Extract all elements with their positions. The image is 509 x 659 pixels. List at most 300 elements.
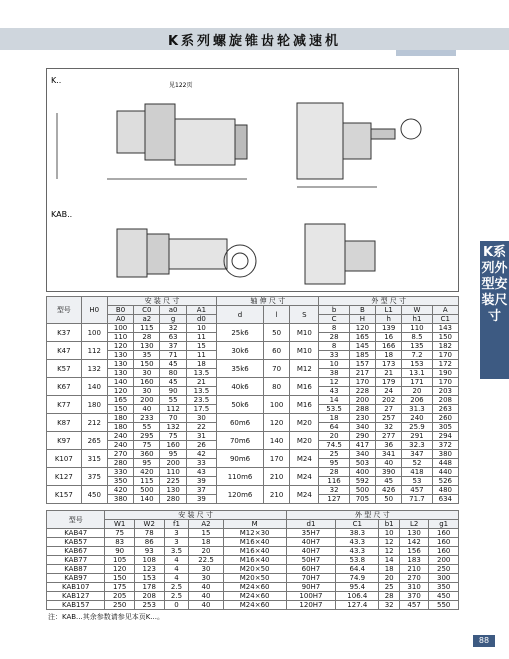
column-header: W2 <box>134 520 164 529</box>
install-cell: 420 <box>107 486 133 495</box>
value-cell: 105 <box>105 556 135 565</box>
h0-cell: 180 <box>81 396 107 414</box>
value-cell: 370 <box>399 592 429 601</box>
outline-cell: 257 <box>376 414 402 423</box>
outline-cell: 36 <box>376 441 402 450</box>
outline-cell: 165 <box>349 333 375 342</box>
outline-cell: 288 <box>349 405 375 414</box>
shaft-s-cell: M16 <box>290 396 319 414</box>
outline-cell: 28 <box>319 468 349 477</box>
outline-cell: 263 <box>432 405 458 414</box>
value-cell: 75 <box>105 529 135 538</box>
value-cell: 83 <box>105 538 135 547</box>
outline-cell: 290 <box>349 432 375 441</box>
value-cell: 18 <box>379 565 399 574</box>
model-cell: K157 <box>47 486 82 504</box>
model-cell: KAB127 <box>47 592 105 601</box>
value-cell: 20 <box>379 574 399 583</box>
install-cell: 40 <box>134 405 160 414</box>
table1-group-install: 安 装 尺 寸 <box>107 297 216 306</box>
outline-cell: 457 <box>402 486 432 495</box>
outline-cell: 173 <box>376 360 402 369</box>
value-cell: M24×60 <box>223 592 286 601</box>
outline-cell: 380 <box>432 450 458 459</box>
install-cell: 55 <box>134 423 160 432</box>
outline-cell: 145 <box>349 342 375 351</box>
outline-cell: 208 <box>432 396 458 405</box>
outline-cell: 45 <box>376 477 402 486</box>
outline-cell: 7.2 <box>402 351 432 360</box>
h0-cell: 140 <box>81 378 107 396</box>
install-cell: 165 <box>107 396 133 405</box>
shaft-s-cell: M24 <box>290 450 319 468</box>
model-cell: K37 <box>47 324 82 342</box>
install-cell: 45 <box>160 360 186 369</box>
outline-cell: 190 <box>432 369 458 378</box>
outline-cell: 50 <box>376 495 402 504</box>
page-number: 88 <box>473 635 495 647</box>
outline-cell: 25 <box>319 450 349 459</box>
install-cell: 130 <box>107 369 133 378</box>
install-cell: 39 <box>186 495 216 504</box>
sub-header: C1 <box>432 315 458 324</box>
value-cell: 253 <box>134 601 164 610</box>
outline-cell: 217 <box>349 369 375 378</box>
shaft-d-cell: 120m6 <box>217 486 264 504</box>
install-cell: 15 <box>186 342 216 351</box>
outline-cell: 202 <box>376 396 402 405</box>
model-cell: KAB107 <box>47 583 105 592</box>
value-cell: 450 <box>429 592 459 601</box>
outline-cell: 390 <box>376 468 402 477</box>
outline-cell: 32.3 <box>402 441 432 450</box>
install-cell: 280 <box>107 459 133 468</box>
value-cell: 43.3 <box>336 547 379 556</box>
outline-cell: 172 <box>432 360 458 369</box>
value-cell: M24×60 <box>223 601 286 610</box>
outline-cell: 417 <box>349 441 375 450</box>
model-cell: K97 <box>47 432 82 450</box>
table-row <box>47 574 459 583</box>
model-cell: K87 <box>47 414 82 432</box>
outline-cell: 12 <box>319 378 349 387</box>
install-cell: 30 <box>186 414 216 423</box>
shaft-d-cell: 30k6 <box>217 342 264 360</box>
value-cell: M20×50 <box>223 574 286 583</box>
model-cell: KAB57 <box>47 538 105 547</box>
table-row <box>47 547 459 556</box>
h0-cell: 212 <box>81 414 107 432</box>
sub-header: h <box>376 315 402 324</box>
shaft-d-cell: 35k6 <box>217 360 264 378</box>
sub-header: a0 <box>160 306 186 315</box>
shaft-d-cell: 110m6 <box>217 468 264 486</box>
sub-header: S <box>290 306 319 324</box>
value-cell: 53.8 <box>336 556 379 565</box>
value-cell: 4 <box>164 574 189 583</box>
outline-cell: 157 <box>349 360 375 369</box>
install-cell: 280 <box>160 495 186 504</box>
install-cell: 140 <box>107 378 133 387</box>
install-cell: 18 <box>186 360 216 369</box>
outline-cell: 372 <box>432 441 458 450</box>
table-row <box>47 378 459 387</box>
install-cell: 115 <box>134 324 160 333</box>
outline-cell: 341 <box>376 450 402 459</box>
install-cell: 120 <box>107 342 133 351</box>
outline-cell: 74.5 <box>319 441 349 450</box>
install-cell: 130 <box>107 351 133 360</box>
install-cell: 75 <box>160 432 186 441</box>
column-header: f1 <box>164 520 189 529</box>
outline-cell: 135 <box>402 342 432 351</box>
table-row <box>47 556 459 565</box>
outline-cell: 340 <box>349 423 375 432</box>
outline-cell: 294 <box>432 432 458 441</box>
outline-cell: 143 <box>432 324 458 333</box>
model-cell: KAB67 <box>47 547 105 556</box>
outline-cell: 705 <box>349 495 375 504</box>
value-cell: 120 <box>105 565 135 574</box>
model-cell: K57 <box>47 360 82 378</box>
install-cell: 160 <box>160 441 186 450</box>
install-cell: 180 <box>107 423 133 432</box>
sub-header: A1 <box>186 306 216 315</box>
install-cell: 240 <box>107 432 133 441</box>
install-cell: 120 <box>107 387 133 396</box>
value-cell: 457 <box>399 601 429 610</box>
install-cell: 150 <box>134 360 160 369</box>
outline-cell: 64 <box>319 423 349 432</box>
table-row <box>47 538 459 547</box>
drawing-svg <box>47 69 458 291</box>
column-header: g1 <box>429 520 459 529</box>
outline-cell: 21 <box>376 369 402 378</box>
value-cell: 4 <box>164 565 189 574</box>
value-cell: 93 <box>134 547 164 556</box>
column-header: b1 <box>379 520 399 529</box>
value-cell: 160 <box>429 538 459 547</box>
outline-cell: 33 <box>319 351 349 360</box>
shaft-l-cell: 140 <box>263 432 289 450</box>
shaft-l-cell: 210 <box>263 468 289 486</box>
value-cell: 210 <box>399 565 429 574</box>
install-cell: 112 <box>160 405 186 414</box>
install-cell: 115 <box>134 477 160 486</box>
outline-cell: 53.5 <box>319 405 349 414</box>
outline-cell: 291 <box>402 432 432 441</box>
value-cell: M20×50 <box>223 565 286 574</box>
outline-cell: 38 <box>319 369 349 378</box>
outline-cell: 400 <box>349 468 375 477</box>
shaft-s-cell: M16 <box>290 378 319 396</box>
column-header: W1 <box>105 520 135 529</box>
value-cell: 160 <box>429 529 459 538</box>
shaft-l-cell: 80 <box>263 378 289 396</box>
table2-group-install: 安 装 尺 寸 <box>105 511 286 520</box>
shaft-l-cell: 100 <box>263 396 289 414</box>
value-cell: 310 <box>399 583 429 592</box>
outline-cell: 139 <box>376 324 402 333</box>
install-cell: 13.5 <box>186 369 216 378</box>
title-banner <box>0 28 509 50</box>
table-row <box>47 601 459 610</box>
value-cell: 153 <box>134 574 164 583</box>
install-cell: 130 <box>107 360 133 369</box>
table2-header-row <box>47 520 459 529</box>
value-cell: 32 <box>379 601 399 610</box>
model-cell: KAB87 <box>47 565 105 574</box>
model-cell: K47 <box>47 342 82 360</box>
table-row <box>47 565 459 574</box>
install-cell: 360 <box>134 450 160 459</box>
install-cell: 240 <box>107 441 133 450</box>
value-cell: 3 <box>164 538 189 547</box>
install-cell: 110 <box>107 333 133 342</box>
value-cell: 18 <box>189 538 223 547</box>
value-cell: 60H7 <box>286 565 335 574</box>
sub-header: A <box>432 306 458 315</box>
install-cell: 28 <box>134 333 160 342</box>
value-cell: 95.4 <box>336 583 379 592</box>
sub-header: C <box>319 315 349 324</box>
table1-h0-header: H0 <box>81 297 107 324</box>
value-cell: 35H7 <box>286 529 335 538</box>
outline-cell: 40 <box>376 459 402 468</box>
column-header: C1 <box>336 520 379 529</box>
install-cell: 233 <box>134 414 160 423</box>
install-cell: 160 <box>134 378 160 387</box>
sub-header: h1 <box>402 315 432 324</box>
value-cell: 250 <box>105 601 135 610</box>
install-cell: 32 <box>160 324 186 333</box>
outline-cell: 305 <box>432 423 458 432</box>
shaft-s-cell: M24 <box>290 486 319 504</box>
model-cell: K77 <box>47 396 82 414</box>
table-row <box>47 396 459 405</box>
shaft-d-cell: 60m6 <box>217 414 264 432</box>
install-cell: 55 <box>160 396 186 405</box>
install-cell: 23.5 <box>186 396 216 405</box>
h0-cell: 112 <box>81 342 107 360</box>
install-cell: 71 <box>160 351 186 360</box>
value-cell: 156 <box>399 547 429 556</box>
sub-header: C0 <box>134 306 160 315</box>
outline-cell: 448 <box>432 459 458 468</box>
install-cell: 180 <box>107 414 133 423</box>
value-cell: 108 <box>134 556 164 565</box>
value-cell: 178 <box>134 583 164 592</box>
outline-cell: 503 <box>349 459 375 468</box>
install-cell: 17.5 <box>186 405 216 414</box>
sub-header: B <box>349 306 375 315</box>
install-cell: 75 <box>134 441 160 450</box>
outline-cell: 20 <box>402 387 432 396</box>
install-cell: 132 <box>160 423 186 432</box>
value-cell: 200 <box>429 556 459 565</box>
sub-header: W <box>402 306 432 315</box>
model-cell: K107 <box>47 450 82 468</box>
table-row <box>47 592 459 601</box>
shaft-d-cell: 25k6 <box>217 324 264 342</box>
outline-cell: 28 <box>319 333 349 342</box>
value-cell: 30 <box>189 574 223 583</box>
table-row <box>47 486 459 495</box>
value-cell: 14 <box>379 556 399 565</box>
shaft-s-cell: M24 <box>290 468 319 486</box>
outline-cell: 16 <box>376 333 402 342</box>
outline-cell: 634 <box>432 495 458 504</box>
shaft-l-cell: 60 <box>263 342 289 360</box>
column-header: d1 <box>286 520 335 529</box>
table-row <box>47 324 459 333</box>
value-cell: M16×40 <box>223 556 286 565</box>
install-cell: 270 <box>107 450 133 459</box>
outline-cell: 95 <box>319 459 349 468</box>
sub-header: a2 <box>134 315 160 324</box>
outline-cell: 166 <box>376 342 402 351</box>
value-cell: 25 <box>379 583 399 592</box>
install-cell: 11 <box>186 351 216 360</box>
install-cell: 95 <box>160 450 186 459</box>
install-cell: 90 <box>160 387 186 396</box>
value-cell: 2.5 <box>164 583 189 592</box>
value-cell: 20 <box>189 547 223 556</box>
install-cell: 200 <box>134 396 160 405</box>
table-row <box>47 342 459 351</box>
technical-drawing <box>46 68 459 292</box>
shaft-l-cell: 120 <box>263 414 289 432</box>
install-cell: 31 <box>186 432 216 441</box>
value-cell: 3.5 <box>164 547 189 556</box>
outline-cell: 182 <box>432 342 458 351</box>
value-cell: 142 <box>399 538 429 547</box>
shaft-d-cell: 50k6 <box>217 396 264 414</box>
outline-cell: 32 <box>376 423 402 432</box>
kab-label: KAB.. <box>51 210 73 219</box>
outline-cell: 10 <box>319 360 349 369</box>
value-cell: 30 <box>189 565 223 574</box>
value-cell: 300 <box>429 574 459 583</box>
install-cell: 30 <box>134 369 160 378</box>
sub-header: g <box>160 315 186 324</box>
value-cell: 40H7 <box>286 547 335 556</box>
install-cell: 37 <box>160 342 186 351</box>
shaft-s-cell: M20 <box>290 414 319 432</box>
value-cell: 90 <box>105 547 135 556</box>
outline-cell: 500 <box>349 486 375 495</box>
install-cell: 500 <box>134 486 160 495</box>
table-row <box>47 432 459 441</box>
value-cell: 43.3 <box>336 538 379 547</box>
outline-cell: 127 <box>319 495 349 504</box>
shaft-l-cell: 50 <box>263 324 289 342</box>
value-cell: M24×60 <box>223 583 286 592</box>
shaft-d-cell: 40k6 <box>217 378 264 396</box>
value-cell: 250 <box>429 565 459 574</box>
table2-model-header: 型号 <box>47 511 105 529</box>
sub-header: A0 <box>107 315 133 324</box>
install-cell: 350 <box>107 477 133 486</box>
value-cell: 3 <box>164 529 189 538</box>
outline-cell: 592 <box>349 477 375 486</box>
install-cell: 130 <box>160 486 186 495</box>
table-row <box>47 583 459 592</box>
value-cell: 40 <box>189 583 223 592</box>
install-cell: 95 <box>134 459 160 468</box>
outline-cell: 8 <box>319 324 349 333</box>
outline-cell: 170 <box>349 378 375 387</box>
sub-header: l <box>263 306 289 324</box>
value-cell: 123 <box>134 565 164 574</box>
install-cell: 42 <box>186 450 216 459</box>
value-cell: 40 <box>189 601 223 610</box>
install-cell: 295 <box>134 432 160 441</box>
shaft-s-cell: M12 <box>290 360 319 378</box>
install-cell: 43 <box>186 468 216 477</box>
install-cell: 380 <box>107 495 133 504</box>
footnote: 注：KAB...其余参数请参见本页K...。 <box>48 613 164 621</box>
value-cell: 127.4 <box>336 601 379 610</box>
outline-cell: 31.3 <box>402 405 432 414</box>
install-cell: 63 <box>160 333 186 342</box>
outline-cell: 418 <box>402 468 432 477</box>
outline-cell: 203 <box>432 387 458 396</box>
value-cell: 12 <box>379 538 399 547</box>
table-row <box>47 468 459 477</box>
outline-cell: 200 <box>349 396 375 405</box>
shaft-l-cell: 170 <box>263 450 289 468</box>
install-cell: 30 <box>134 387 160 396</box>
shaft-d-cell: 90m6 <box>217 450 264 468</box>
value-cell: 106.4 <box>336 592 379 601</box>
model-cell: KAB157 <box>47 601 105 610</box>
sub-header: d0 <box>186 315 216 324</box>
value-cell: 205 <box>105 592 135 601</box>
outline-cell: 18 <box>376 351 402 360</box>
model-cell: KAB97 <box>47 574 105 583</box>
value-cell: 40H7 <box>286 538 335 547</box>
h0-cell: 450 <box>81 486 107 504</box>
install-cell: 140 <box>134 495 160 504</box>
outline-cell: 150 <box>432 333 458 342</box>
shaft-l-cell: 70 <box>263 360 289 378</box>
value-cell: 12 <box>379 547 399 556</box>
shaft-s-cell: M20 <box>290 432 319 450</box>
install-cell: 100 <box>107 324 133 333</box>
install-cell: 26 <box>186 441 216 450</box>
install-cell: 225 <box>160 477 186 486</box>
outline-cell: 260 <box>432 414 458 423</box>
table1-group-row <box>47 297 459 306</box>
column-header: A2 <box>189 520 223 529</box>
outline-cell: 440 <box>432 468 458 477</box>
value-cell: 78 <box>134 529 164 538</box>
install-cell: 130 <box>134 342 160 351</box>
value-cell: 350 <box>429 583 459 592</box>
table1-sub-row-1 <box>47 306 459 315</box>
install-cell: 21 <box>186 378 216 387</box>
sub-header: d <box>217 306 264 324</box>
value-cell: 160 <box>429 547 459 556</box>
model-cell: KAB77 <box>47 556 105 565</box>
value-cell: M16×40 <box>223 547 286 556</box>
install-cell: 420 <box>134 468 160 477</box>
table-row <box>47 529 459 538</box>
outline-cell: 25.9 <box>402 423 432 432</box>
outline-cell: 240 <box>402 414 432 423</box>
value-cell: 120H7 <box>286 601 335 610</box>
